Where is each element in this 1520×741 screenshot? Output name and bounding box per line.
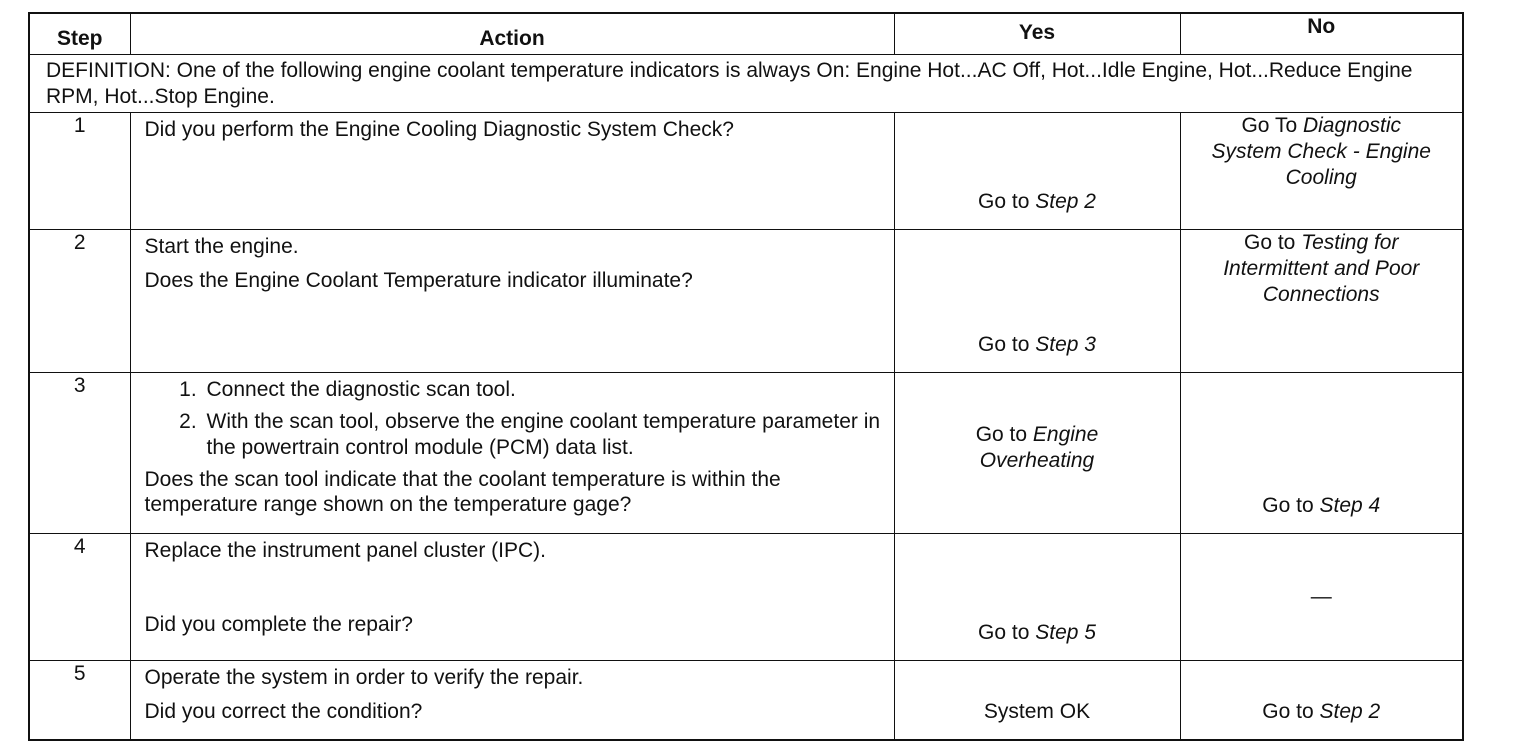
header-yes: Yes xyxy=(894,13,1180,55)
step-number: 2 xyxy=(29,230,130,373)
list-item: 1. Connect the diagnostic scan tool. xyxy=(203,377,882,403)
action-question: Did you correct the condition? xyxy=(144,700,423,723)
action-instruction: Operate the system in order to verify the repair. xyxy=(144,666,584,689)
table-row xyxy=(29,534,1463,661)
definition-row xyxy=(29,55,1463,113)
no-cell xyxy=(1180,113,1463,230)
step-number: 3 xyxy=(29,373,130,534)
action-question: Does the scan tool indicate that the coolant temperature is within the temperature range shown on the temperature gage? xyxy=(144,468,781,516)
no-result: Go to Testing for Intermittent and Poor Connections xyxy=(1223,231,1420,306)
yes-result: Go to Step 2 xyxy=(978,190,1096,213)
action-cell xyxy=(130,373,894,534)
no-cell xyxy=(1180,373,1463,534)
yes-result: System OK xyxy=(983,700,1091,723)
action-cell xyxy=(130,113,894,230)
action-list xyxy=(145,377,882,461)
yes-result: Go to Engine Overheating xyxy=(975,423,1099,472)
action-instruction: Start the engine. xyxy=(144,235,299,258)
table-row xyxy=(29,661,1463,741)
yes-cell xyxy=(894,230,1180,373)
diagnostic-table xyxy=(28,12,1464,741)
action-cell xyxy=(130,661,894,741)
no-result-dash: — xyxy=(1310,585,1332,608)
action-question: Did you complete the repair? xyxy=(144,613,413,636)
table-row xyxy=(29,113,1463,230)
action-instruction: Replace the instrument panel cluster (IPC). xyxy=(144,539,547,562)
table-row xyxy=(29,230,1463,373)
yes-cell xyxy=(894,534,1180,661)
yes-result: Go to Step 3 xyxy=(978,333,1096,356)
header-action: Action xyxy=(130,13,894,55)
action-cell xyxy=(130,230,894,373)
no-cell xyxy=(1180,534,1463,661)
no-result: Go to Step 4 xyxy=(1262,494,1381,517)
yes-cell xyxy=(894,373,1180,534)
header-step: Step xyxy=(29,13,130,55)
header-row xyxy=(29,13,1463,55)
definition-text: DEFINITION: One of the following engine coolant temperature indicators is always On: Engine Hot...AC Off, Hot...Idle Engine, Hot...Reduce Engine RPM, Hot...Stop Engine. xyxy=(46,59,1413,108)
action-cell xyxy=(130,534,894,661)
yes-cell xyxy=(894,661,1180,741)
step-number: 1 xyxy=(29,113,130,230)
no-result: Go To Diagnostic System Check - Engine Cooling xyxy=(1211,114,1431,189)
step-number: 4 xyxy=(29,534,130,661)
yes-cell xyxy=(894,113,1180,230)
no-result: Go to Step 2 xyxy=(1262,700,1381,723)
list-item: 2. With the scan tool, observe the engine coolant temperature parameter in the powertrain control module (PCM) data list. xyxy=(203,409,882,461)
header-no: No xyxy=(1180,13,1463,55)
no-cell xyxy=(1180,230,1463,373)
action-question: Does the Engine Coolant Temperature indicator illuminate? xyxy=(144,269,693,292)
action-question: Did you perform the Engine Cooling Diagnostic System Check? xyxy=(144,118,734,141)
yes-result: Go to Step 5 xyxy=(978,621,1096,644)
no-cell xyxy=(1180,661,1463,741)
step-number: 5 xyxy=(29,661,130,741)
table-row xyxy=(29,373,1463,534)
